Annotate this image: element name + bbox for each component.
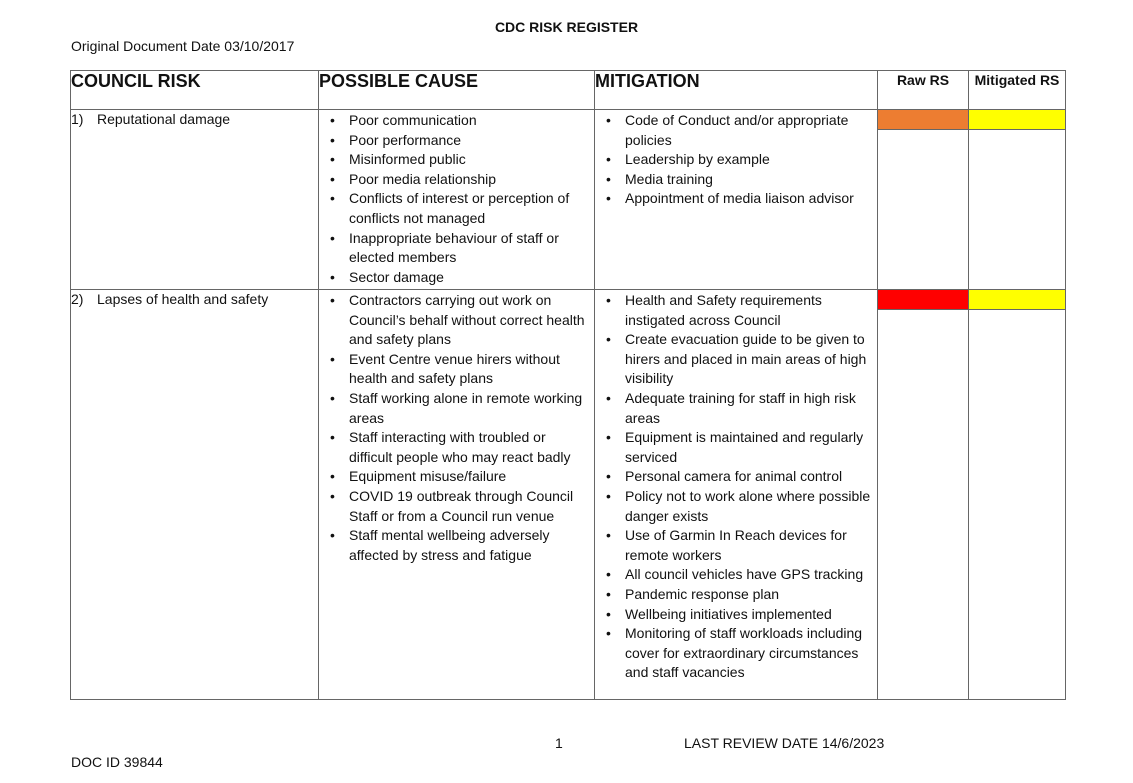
mitigation-item: • Pandemic response plan: [595, 585, 877, 605]
mitigation-item: • Leadership by example: [595, 150, 877, 170]
raw-rs-indicator: [878, 290, 968, 310]
mitigation-item: • Appointment of media liaison advisor: [595, 189, 877, 209]
possible-cause-cell: [319, 290, 595, 700]
cause-item: • Contractors carrying out work on Council’s behalf without correct health and safety plans: [319, 291, 594, 350]
cause-item: • Conflicts of interest or perception of conflicts not managed: [319, 189, 594, 228]
table-header-row: [71, 71, 1066, 110]
cause-item: • COVID 19 outbreak through Council Staff or from a Council run venue: [319, 487, 594, 526]
mitigation-item: • Media training: [595, 170, 877, 190]
mitigation-item: • Monitoring of staff workloads including cover for extraordinary circumstances and staff vacancies: [595, 624, 877, 683]
mitigation-cell: [595, 110, 878, 290]
table-row: [71, 110, 1066, 290]
risk-register-table: [70, 70, 1066, 700]
mitigated-rs-indicator: [969, 290, 1065, 310]
mitigated-rs-indicator: [969, 110, 1065, 130]
bullet-list: [319, 290, 594, 565]
possible-cause-header: POSSIBLE CAUSE: [319, 71, 595, 110]
bullet-list: [595, 290, 877, 683]
council-risk-header: COUNCIL RISK: [71, 71, 319, 110]
mitigation-item: • Policy not to work alone where possible danger exists: [595, 487, 877, 526]
page-number: 1: [555, 735, 563, 751]
mitigation-item: • All council vehicles have GPS tracking: [595, 565, 877, 585]
raw-rs-indicator: [878, 110, 968, 130]
cause-item: • Poor media relationship: [319, 170, 594, 190]
cause-item: • Sector damage: [319, 268, 594, 288]
raw-rs-cell: [878, 290, 969, 700]
cause-item: • Misinformed public: [319, 150, 594, 170]
cause-item: • Poor communication: [319, 111, 594, 131]
last-review-date: LAST REVIEW DATE 14/6/2023: [684, 735, 885, 751]
mitigation-item: • Personal camera for animal control: [595, 467, 877, 487]
document-title: CDC RISK REGISTER: [494, 19, 639, 35]
mitigation-header: MITIGATION: [595, 71, 878, 110]
risk-label: Lapses of health and safety: [97, 291, 269, 307]
bullet-list: [595, 110, 877, 209]
mitigated-rs-cell: [969, 110, 1066, 290]
raw-rs-cell: [878, 110, 969, 290]
risk-number: 1): [71, 111, 84, 127]
mitigated-rs-header: Mitigated RS: [969, 71, 1066, 110]
cause-item: • Staff interacting with troubled or difficult people who may react badly: [319, 428, 594, 467]
mitigation-item: • Wellbeing initiatives implemented: [595, 605, 877, 625]
raw-rs-header: Raw RS: [878, 71, 969, 110]
mitigation-item: • Equipment is maintained and regularly serviced: [595, 428, 877, 467]
mitigation-cell: [595, 290, 878, 700]
bullet-list: [319, 110, 594, 287]
council-risk-cell: [71, 290, 319, 700]
mitigation-item: • Use of Garmin In Reach devices for remote workers: [595, 526, 877, 565]
risk-label: Reputational damage: [97, 111, 231, 127]
mitigation-item: • Create evacuation guide to be given to hirers and placed in main areas of high visibility: [595, 330, 877, 389]
cause-item: • Event Centre venue hirers without health and safety plans: [319, 350, 594, 389]
cause-item: • Inappropriate behaviour of staff or elected members: [319, 229, 594, 268]
table-row: [71, 290, 1066, 700]
mitigation-item: • Code of Conduct and/or appropriate policies: [595, 111, 877, 150]
possible-cause-cell: [319, 110, 595, 290]
original-document-date: Original Document Date 03/10/2017: [71, 38, 295, 54]
doc-id: DOC ID 39844: [71, 754, 163, 770]
cause-item: • Poor performance: [319, 131, 594, 151]
cause-item: • Staff working alone in remote working areas: [319, 389, 594, 428]
cause-item: • Staff mental wellbeing adversely affected by stress and fatigue: [319, 526, 594, 565]
mitigation-item: • Health and Safety requirements instigated across Council: [595, 291, 877, 330]
mitigated-rs-cell: [969, 290, 1066, 700]
cause-item: • Equipment misuse/failure: [319, 467, 594, 487]
council-risk-cell: [71, 110, 319, 290]
mitigation-item: • Adequate training for staff in high risk areas: [595, 389, 877, 428]
risk-number: 2): [71, 291, 84, 307]
